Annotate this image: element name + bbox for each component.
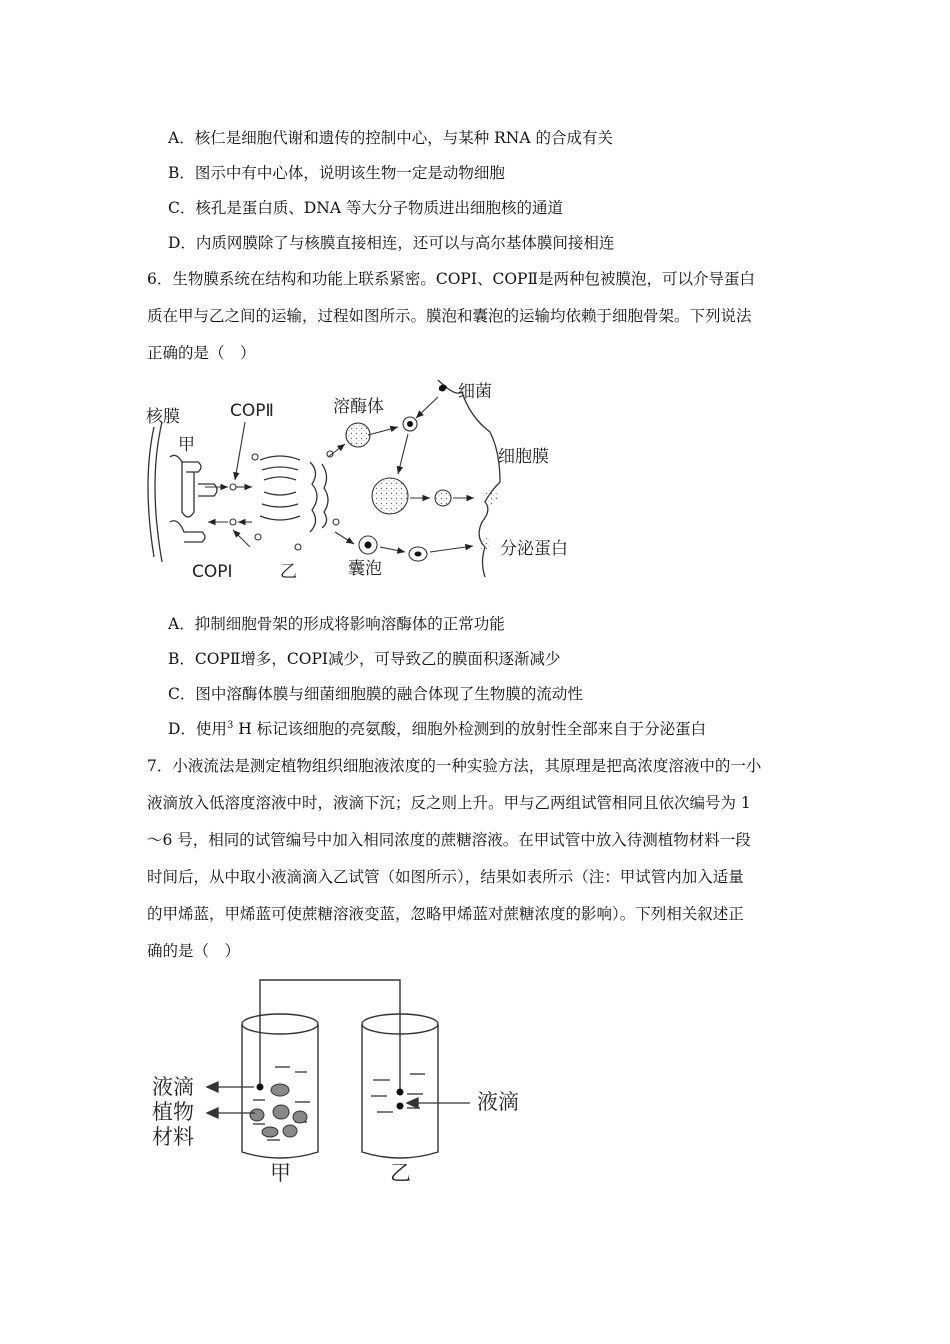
q5-option-a: A．核仁是细胞代谢和遗传的控制中心，与某种 RNA 的合成有关 xyxy=(168,129,613,147)
q6-stem-line-1: 6．生物膜系统在结构和功能上联系紧密。COPⅠ、COPⅡ是两种包被膜泡，可以介导蛋白 xyxy=(147,270,756,288)
q6-option-d-suffix: H 标记该细胞的亮氨酸，细胞外检测到的放射性全部来自于分泌蛋白 xyxy=(233,720,707,738)
q6-stem-line-2: 质在甲与乙之间的运输，过程如图所示。膜泡和囊泡的运输均依赖于细胞骨架。下列说法 xyxy=(147,307,752,325)
q6-cell-figure xyxy=(140,372,600,587)
q6-option-a: A．抑制细胞骨架的形成将影响溶酶体的正常功能 xyxy=(168,615,505,633)
q7-stem-line-3: ～6 号，相同的试管编号中加入相同浓度的蔗糖溶液。在甲试管中放入待测植物材料一段 xyxy=(147,831,751,849)
plant-label-1: 植物 xyxy=(152,1100,194,1124)
tube-jia-label: 甲 xyxy=(270,1161,291,1185)
cop2-label: COPⅡ xyxy=(230,401,274,421)
tube-yi-label: 乙 xyxy=(390,1161,411,1185)
q6-stem-line-3: 正确的是（ ） xyxy=(147,344,256,362)
q5-option-c: C．核孔是蛋白质、DNA 等大分子物质进出细胞核的通道 xyxy=(168,199,563,217)
droplet-left-label: 液滴 xyxy=(152,1075,194,1099)
q7-stem-line-4: 时间后，从中取小液滴滴入乙试管（如图所示），结果如表所示（注：甲试管内加入适量 xyxy=(147,868,744,886)
q5-option-d: D．内质网膜除了与核膜直接相连，还可以与高尔基体膜间接相连 xyxy=(168,234,615,252)
q6-option-d-prefix: D．使用 xyxy=(168,720,227,738)
q6-option-d-superscript: 3 xyxy=(226,719,234,731)
q7-stem-line-6: 确的是（ ） xyxy=(147,942,241,960)
secretory-protein-label: 分泌蛋白 xyxy=(500,539,568,559)
q7-stem-line-2: 液滴放入低溶度溶液中时，液滴下沉；反之则上升。甲与乙两组试管相同且依次编号为 1 xyxy=(147,794,751,812)
jia-label: 甲 xyxy=(178,435,195,455)
nuclear-membrane-label: 核膜 xyxy=(146,407,180,427)
plant-label-2: 材料 xyxy=(152,1125,194,1149)
lysosome-label: 溶酶体 xyxy=(333,397,384,417)
cop1-label: COPⅠ xyxy=(192,562,233,582)
q6-option-d xyxy=(168,718,706,740)
droplet-right-label: 液滴 xyxy=(477,1090,519,1114)
q7-stem-line-5: 的甲烯蓝，甲烯蓝可使蔗糖溶液变蓝，忽略甲烯蓝对蔗糖浓度的影响）。下列相关叙述正 xyxy=(147,905,744,923)
bacteria-label: 细菌 xyxy=(458,382,492,402)
q7-test-tube-figure xyxy=(145,972,545,1192)
q5-option-b: B．图示中有中心体，说明该生物一定是动物细胞 xyxy=(168,164,505,182)
q6-option-b: B．COPⅡ增多，COPⅠ减少，可导致乙的膜面积逐渐减少 xyxy=(168,650,561,668)
vesicle-label: 囊泡 xyxy=(348,559,382,579)
yi-label: 乙 xyxy=(280,562,297,582)
q6-option-c: C．图中溶酶体膜与细菌细胞膜的融合体现了生物膜的流动性 xyxy=(168,685,583,703)
cell-membrane-label: 细胞膜 xyxy=(498,447,549,467)
q7-stem-line-1: 7．小液流法是测定植物组织细胞液浓度的一种实验方法，其原理是把高浓度溶液中的一小 xyxy=(147,757,762,775)
